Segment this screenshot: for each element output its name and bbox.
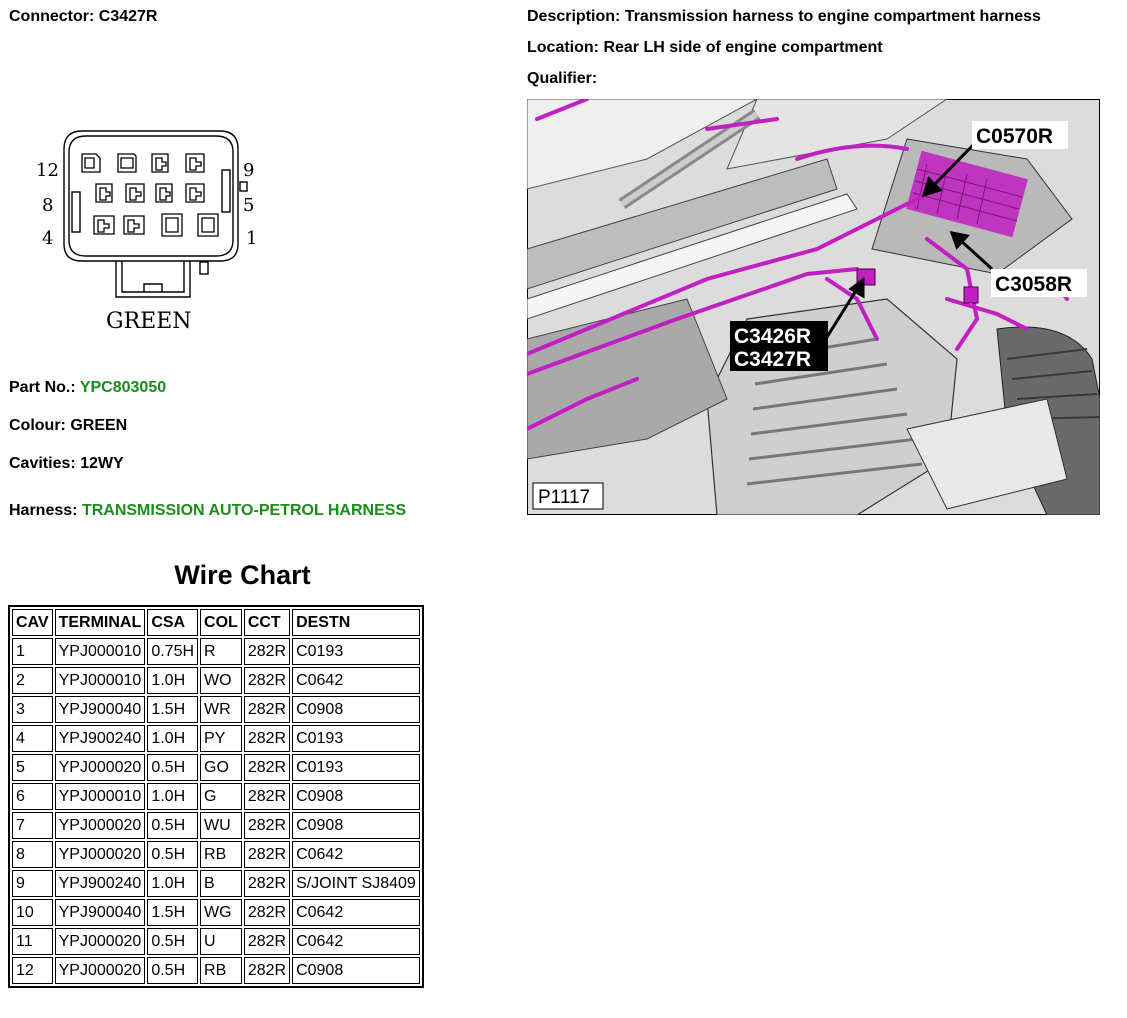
cell-terminal: YPJ000020 xyxy=(55,812,146,839)
cell-terminal: YPJ900240 xyxy=(55,725,146,752)
pin-label-9: 9 xyxy=(243,160,255,181)
cell-csa: 0.5H xyxy=(147,812,198,839)
part-no-label: Part No.: xyxy=(9,379,76,396)
figure-id: P1117 xyxy=(538,487,591,508)
cell-destn: C0642 xyxy=(292,899,420,926)
cell-destn: C0193 xyxy=(292,725,420,752)
qualifier-label: Qualifier: xyxy=(527,70,598,87)
cell-cct: 282R xyxy=(244,870,290,897)
pin-label-1: 1 xyxy=(246,228,258,249)
wire-chart-title: Wire Chart xyxy=(174,560,311,590)
cell-col: B xyxy=(200,870,242,897)
pin-label-8: 8 xyxy=(42,195,54,216)
cell-csa: 1.0H xyxy=(147,783,198,810)
cell-cav: 1 xyxy=(12,638,53,665)
cell-col: U xyxy=(200,928,242,955)
cell-cct: 282R xyxy=(244,696,290,723)
cell-csa: 0.5H xyxy=(147,957,198,984)
cell-cav: 11 xyxy=(12,928,53,955)
table-row xyxy=(12,870,420,897)
callout-C3427R: C3427R xyxy=(734,348,812,371)
cell-terminal: YPJ000010 xyxy=(55,783,146,810)
col-terminal: TERMINAL xyxy=(55,609,146,636)
cell-cav: 2 xyxy=(12,667,53,694)
cell-cav: 3 xyxy=(12,696,53,723)
cell-cct: 282R xyxy=(244,841,290,868)
cell-col: PY xyxy=(200,725,242,752)
cell-terminal: YPJ900040 xyxy=(55,696,146,723)
cell-csa: 1.0H xyxy=(147,667,198,694)
cell-cav: 5 xyxy=(12,754,53,781)
cell-terminal: YPJ000020 xyxy=(55,957,146,984)
location-label: Location: xyxy=(527,39,599,56)
table-row xyxy=(12,696,420,723)
table-row xyxy=(12,725,420,752)
cell-col: RB xyxy=(200,841,242,868)
cell-csa: 1.5H xyxy=(147,899,198,926)
cell-destn: C0642 xyxy=(292,667,420,694)
cell-terminal: YPJ900040 xyxy=(55,899,146,926)
col-cav: CAV xyxy=(12,609,53,636)
cell-cct: 282R xyxy=(244,638,290,665)
cell-col: WR xyxy=(200,696,242,723)
table-row xyxy=(12,957,420,984)
harness-link[interactable]: TRANSMISSION AUTO-PETROL HARNESS xyxy=(81,502,407,519)
callout-C3426R: C3426R xyxy=(734,325,812,348)
pin-label-5: 5 xyxy=(243,195,255,216)
part-no-link[interactable]: YPC803050 xyxy=(79,379,167,396)
cell-col: WG xyxy=(200,899,242,926)
colour-caption: GREEN xyxy=(106,309,192,334)
cell-terminal: YPJ000010 xyxy=(55,667,146,694)
description-line xyxy=(527,8,1041,26)
callout-C3058R: C3058R xyxy=(995,273,1073,296)
qualifier-line xyxy=(527,70,597,88)
cell-cav: 8 xyxy=(12,841,53,868)
cavities-label: Cavities: xyxy=(9,455,76,472)
cell-destn: C0642 xyxy=(292,841,420,868)
cell-destn: S/JOINT SJ8409 xyxy=(292,870,420,897)
cell-cav: 7 xyxy=(12,812,53,839)
cell-cct: 282R xyxy=(244,899,290,926)
cell-cav: 4 xyxy=(12,725,53,752)
cell-csa: 0.5H xyxy=(147,754,198,781)
cell-cav: 12 xyxy=(12,957,53,984)
cell-cct: 282R xyxy=(244,812,290,839)
cell-cav: 6 xyxy=(12,783,53,810)
table-row xyxy=(12,754,420,781)
location-photo xyxy=(527,99,1100,515)
location-value: Rear LH side of engine compartment xyxy=(603,39,883,56)
cell-cct: 282R xyxy=(244,754,290,781)
connector-value: C3427R xyxy=(98,8,158,25)
colour-line xyxy=(9,417,127,435)
pin-label-12: 12 xyxy=(36,160,59,181)
cell-csa: 0.75H xyxy=(147,638,198,665)
cell-cct: 282R xyxy=(244,957,290,984)
cell-cct: 282R xyxy=(244,667,290,694)
cavities-line xyxy=(9,455,124,473)
cell-terminal: YPJ000010 xyxy=(55,638,146,665)
part-no-line xyxy=(9,379,166,397)
cell-col: WO xyxy=(200,667,242,694)
connector-face-diagram xyxy=(30,126,280,341)
cell-destn: C0908 xyxy=(292,812,420,839)
cavity-grid xyxy=(82,154,218,236)
table-row xyxy=(12,928,420,955)
harness-label: Harness: xyxy=(9,502,78,519)
cell-cav: 10 xyxy=(12,899,53,926)
cell-destn: C0193 xyxy=(292,754,420,781)
callout-C0570R: C0570R xyxy=(976,125,1054,148)
cell-terminal: YPJ900240 xyxy=(55,870,146,897)
table-row xyxy=(12,841,420,868)
harness-line xyxy=(9,502,406,520)
wire-chart-table xyxy=(8,605,424,988)
colour-label: Colour: xyxy=(9,417,66,434)
cell-cct: 282R xyxy=(244,928,290,955)
description-value: Transmission harness to engine compartment harness xyxy=(624,8,1041,25)
cell-destn: C0908 xyxy=(292,696,420,723)
cell-terminal: YPJ000020 xyxy=(55,928,146,955)
table-header-row xyxy=(12,609,420,636)
cell-destn: C0908 xyxy=(292,957,420,984)
col-destn: DESTN xyxy=(292,609,420,636)
cell-col: R xyxy=(200,638,242,665)
cell-csa: 1.0H xyxy=(147,870,198,897)
cell-destn: C0193 xyxy=(292,638,420,665)
cell-cav: 9 xyxy=(12,870,53,897)
cell-cct: 282R xyxy=(244,783,290,810)
table-row xyxy=(12,812,420,839)
cell-col: WU xyxy=(200,812,242,839)
table-row xyxy=(12,783,420,810)
cell-terminal: YPJ000020 xyxy=(55,841,146,868)
cell-cct: 282R xyxy=(244,725,290,752)
cell-csa: 1.5H xyxy=(147,696,198,723)
cavities-value: 12WY xyxy=(80,455,124,472)
pin-label-4: 4 xyxy=(42,228,54,249)
colour-value: GREEN xyxy=(70,417,128,434)
cell-destn: C0642 xyxy=(292,928,420,955)
table-row xyxy=(12,899,420,926)
cell-csa: 1.0H xyxy=(147,725,198,752)
cell-csa: 0.5H xyxy=(147,928,198,955)
cell-col: GO xyxy=(200,754,242,781)
connector-line xyxy=(9,8,157,26)
table-row xyxy=(12,667,420,694)
connector-label: Connector: xyxy=(9,8,95,25)
col-csa: CSA xyxy=(147,609,198,636)
col-cct: CCT xyxy=(244,609,290,636)
cell-col: RB xyxy=(200,957,242,984)
cell-col: G xyxy=(200,783,242,810)
cell-csa: 0.5H xyxy=(147,841,198,868)
cell-destn: C0908 xyxy=(292,783,420,810)
description-label: Description: xyxy=(527,8,621,25)
cell-terminal: YPJ000020 xyxy=(55,754,146,781)
location-line xyxy=(527,39,883,57)
table-row xyxy=(12,638,420,665)
col-col: COL xyxy=(200,609,242,636)
